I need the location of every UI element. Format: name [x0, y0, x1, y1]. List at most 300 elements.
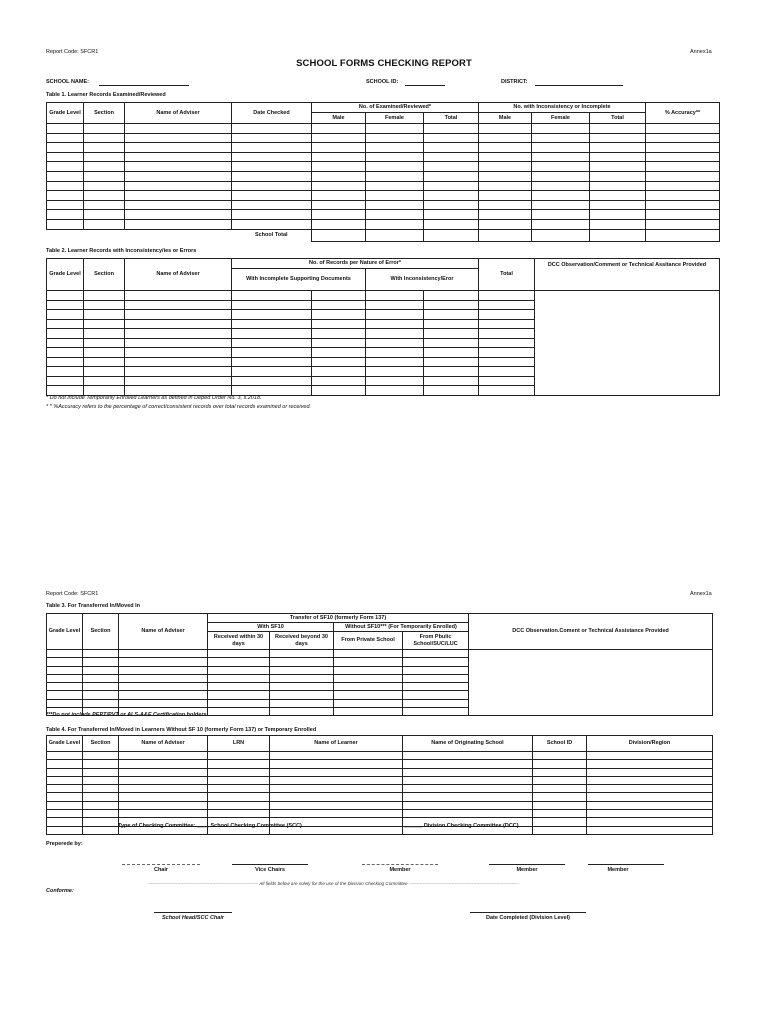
- table-cell[interactable]: [84, 376, 125, 386]
- table-cell[interactable]: [47, 826, 83, 834]
- table-cell[interactable]: [590, 133, 646, 143]
- table-cell[interactable]: [270, 776, 403, 784]
- table-cell[interactable]: [533, 785, 587, 793]
- table-cell[interactable]: [125, 348, 232, 358]
- t1-total-cell[interactable]: [424, 229, 479, 241]
- table-cell[interactable]: [232, 367, 312, 377]
- table-cell[interactable]: [47, 785, 83, 793]
- table-cell[interactable]: [366, 181, 424, 191]
- table-cell[interactable]: [334, 691, 403, 699]
- table-cell[interactable]: [232, 376, 312, 386]
- table-cell[interactable]: [424, 300, 479, 310]
- table-cell[interactable]: [47, 666, 83, 674]
- table-cell[interactable]: [83, 793, 119, 801]
- table-cell[interactable]: [208, 801, 270, 809]
- table-cell[interactable]: [403, 666, 469, 674]
- table-cell[interactable]: [587, 826, 713, 834]
- table-cell[interactable]: [84, 200, 125, 210]
- table-cell[interactable]: [533, 793, 587, 801]
- table-cell[interactable]: [208, 708, 270, 716]
- table-cell[interactable]: [366, 329, 424, 339]
- table-cell[interactable]: [424, 319, 479, 329]
- table-cell[interactable]: [479, 162, 532, 172]
- table-cell[interactable]: [208, 683, 270, 691]
- table-cell[interactable]: [424, 133, 479, 143]
- table-cell[interactable]: [312, 171, 366, 181]
- table-cell[interactable]: [366, 133, 424, 143]
- table-cell[interactable]: [119, 674, 208, 682]
- date-completed-line[interactable]: [470, 912, 586, 913]
- table-cell[interactable]: [83, 752, 119, 760]
- table-cell[interactable]: [125, 300, 232, 310]
- table-cell[interactable]: [125, 191, 232, 201]
- table-cell[interactable]: [47, 810, 83, 818]
- table-cell[interactable]: [47, 768, 83, 776]
- table-cell[interactable]: [334, 658, 403, 666]
- t1-total-cell[interactable]: [312, 229, 366, 241]
- table-cell[interactable]: [312, 357, 366, 367]
- table-cell[interactable]: [312, 143, 366, 153]
- table-cell[interactable]: [208, 674, 270, 682]
- school-name-field[interactable]: [99, 85, 189, 86]
- table-cell[interactable]: [366, 200, 424, 210]
- table-cell[interactable]: [125, 291, 232, 301]
- table-cell[interactable]: [47, 376, 84, 386]
- table-cell[interactable]: [403, 810, 533, 818]
- table-cell[interactable]: [47, 691, 83, 699]
- table-cell[interactable]: [47, 348, 84, 358]
- member3-signature-line[interactable]: [588, 864, 664, 865]
- table-cell[interactable]: [47, 674, 83, 682]
- table-cell[interactable]: [532, 162, 590, 172]
- table-cell[interactable]: [532, 191, 590, 201]
- table-cell[interactable]: [47, 171, 84, 181]
- table-cell[interactable]: [83, 801, 119, 809]
- table-cell[interactable]: [125, 367, 232, 377]
- table-cell[interactable]: [84, 300, 125, 310]
- table-cell[interactable]: [587, 818, 713, 826]
- table-cell[interactable]: [403, 776, 533, 784]
- table-cell[interactable]: [479, 191, 532, 201]
- table-cell[interactable]: [232, 338, 312, 348]
- table-cell[interactable]: [47, 133, 84, 143]
- table-cell[interactable]: [47, 683, 83, 691]
- table-cell[interactable]: [312, 310, 366, 320]
- table-cell[interactable]: [270, 666, 334, 674]
- table-cell[interactable]: [533, 818, 587, 826]
- table-cell[interactable]: [646, 210, 720, 220]
- table-cell[interactable]: [84, 329, 125, 339]
- table-cell[interactable]: [479, 376, 535, 386]
- table-cell[interactable]: [83, 658, 119, 666]
- table-cell[interactable]: [208, 776, 270, 784]
- table-cell[interactable]: [125, 319, 232, 329]
- table-cell[interactable]: [232, 357, 312, 367]
- table-cell[interactable]: [47, 793, 83, 801]
- table-cell[interactable]: [84, 338, 125, 348]
- table-cell[interactable]: [424, 143, 479, 153]
- table-cell[interactable]: [119, 776, 208, 784]
- table-cell[interactable]: [403, 691, 469, 699]
- table-cell[interactable]: [532, 124, 590, 134]
- table-cell[interactable]: [312, 152, 366, 162]
- table-cell[interactable]: [424, 124, 479, 134]
- table-cell[interactable]: [403, 760, 533, 768]
- vice-chair-signature-line[interactable]: [232, 864, 308, 865]
- table-cell[interactable]: [232, 191, 312, 201]
- table-cell[interactable]: [366, 152, 424, 162]
- table-cell[interactable]: [403, 683, 469, 691]
- table-cell[interactable]: [270, 658, 334, 666]
- table-cell[interactable]: [403, 801, 533, 809]
- table-cell[interactable]: [208, 691, 270, 699]
- table-cell[interactable]: [587, 776, 713, 784]
- table-cell[interactable]: [532, 152, 590, 162]
- table-cell[interactable]: [403, 768, 533, 776]
- table-cell[interactable]: [270, 810, 403, 818]
- table-cell[interactable]: [232, 152, 312, 162]
- table-cell[interactable]: [334, 683, 403, 691]
- table-cell[interactable]: [125, 329, 232, 339]
- table-cell[interactable]: [119, 793, 208, 801]
- table-cell[interactable]: [232, 329, 312, 339]
- table-cell[interactable]: [590, 152, 646, 162]
- table-cell[interactable]: [366, 300, 424, 310]
- table-cell[interactable]: [424, 152, 479, 162]
- dcc-observation-cell[interactable]: [535, 291, 720, 396]
- table-cell[interactable]: [403, 674, 469, 682]
- table-cell[interactable]: [587, 752, 713, 760]
- table-cell[interactable]: [533, 768, 587, 776]
- table-cell[interactable]: [334, 674, 403, 682]
- table-cell[interactable]: [533, 810, 587, 818]
- table-cell[interactable]: [590, 210, 646, 220]
- table-cell[interactable]: [479, 367, 535, 377]
- table-cell[interactable]: [366, 367, 424, 377]
- table-cell[interactable]: [646, 124, 720, 134]
- table-cell[interactable]: [125, 357, 232, 367]
- table-cell[interactable]: [47, 658, 83, 666]
- table-cell[interactable]: [208, 760, 270, 768]
- table-cell[interactable]: [47, 357, 84, 367]
- table-cell[interactable]: [590, 181, 646, 191]
- table-cell[interactable]: [270, 752, 403, 760]
- table-cell[interactable]: [646, 152, 720, 162]
- table-cell[interactable]: [479, 181, 532, 191]
- table-cell[interactable]: [587, 760, 713, 768]
- table-cell[interactable]: [590, 191, 646, 201]
- table-cell[interactable]: [84, 181, 125, 191]
- table-cell[interactable]: [646, 181, 720, 191]
- table-cell[interactable]: [590, 219, 646, 229]
- table-cell[interactable]: [590, 162, 646, 172]
- table-cell[interactable]: [312, 300, 366, 310]
- table-cell[interactable]: [590, 143, 646, 153]
- table-cell[interactable]: [403, 793, 533, 801]
- table-cell[interactable]: [312, 376, 366, 386]
- table-cell[interactable]: [587, 768, 713, 776]
- table-cell[interactable]: [84, 152, 125, 162]
- dcc-observation-cell[interactable]: [469, 650, 713, 716]
- table-cell[interactable]: [119, 760, 208, 768]
- table-cell[interactable]: [84, 348, 125, 358]
- table-cell[interactable]: [119, 683, 208, 691]
- table-cell[interactable]: [312, 181, 366, 191]
- table-cell[interactable]: [424, 291, 479, 301]
- table-cell[interactable]: [533, 760, 587, 768]
- table-cell[interactable]: [403, 708, 469, 716]
- table-cell[interactable]: [479, 152, 532, 162]
- table-cell[interactable]: [312, 210, 366, 220]
- table-cell[interactable]: [646, 171, 720, 181]
- table-cell[interactable]: [479, 319, 535, 329]
- table-cell[interactable]: [47, 143, 84, 153]
- table-cell[interactable]: [84, 386, 125, 396]
- table-cell[interactable]: [424, 338, 479, 348]
- table-cell[interactable]: [208, 658, 270, 666]
- table-cell[interactable]: [479, 210, 532, 220]
- table-cell[interactable]: [232, 171, 312, 181]
- table-cell[interactable]: [646, 219, 720, 229]
- table-cell[interactable]: [424, 162, 479, 172]
- table-cell[interactable]: [366, 386, 424, 396]
- table-cell[interactable]: [424, 171, 479, 181]
- table-cell[interactable]: [83, 776, 119, 784]
- table-cell[interactable]: [587, 810, 713, 818]
- table-cell[interactable]: [312, 200, 366, 210]
- t1-total-cell[interactable]: [590, 229, 646, 241]
- district-field[interactable]: [535, 85, 623, 86]
- table-cell[interactable]: [47, 310, 84, 320]
- table-cell[interactable]: [270, 650, 334, 658]
- table-cell[interactable]: [125, 376, 232, 386]
- table-cell[interactable]: [403, 752, 533, 760]
- table-cell[interactable]: [47, 752, 83, 760]
- table-cell[interactable]: [587, 785, 713, 793]
- table-cell[interactable]: [47, 162, 84, 172]
- table-cell[interactable]: [47, 319, 84, 329]
- table-cell[interactable]: [208, 810, 270, 818]
- table-cell[interactable]: [119, 752, 208, 760]
- table-cell[interactable]: [533, 776, 587, 784]
- table-cell[interactable]: [47, 776, 83, 784]
- table-cell[interactable]: [47, 329, 84, 339]
- table-cell[interactable]: [83, 826, 119, 834]
- table-cell[interactable]: [125, 386, 232, 396]
- table-cell[interactable]: [47, 650, 83, 658]
- table-cell[interactable]: [232, 181, 312, 191]
- table-cell[interactable]: [532, 219, 590, 229]
- table-cell[interactable]: [119, 650, 208, 658]
- table-cell[interactable]: [208, 793, 270, 801]
- table-cell[interactable]: [312, 124, 366, 134]
- table-cell[interactable]: [83, 768, 119, 776]
- table-cell[interactable]: [646, 143, 720, 153]
- table-cell[interactable]: [532, 143, 590, 153]
- table-cell[interactable]: [479, 124, 532, 134]
- t1-total-cell[interactable]: [479, 229, 532, 241]
- table-cell[interactable]: [47, 124, 84, 134]
- table-cell[interactable]: [270, 691, 334, 699]
- table-cell[interactable]: [125, 152, 232, 162]
- table-cell[interactable]: [232, 291, 312, 301]
- table-cell[interactable]: [366, 191, 424, 201]
- table-cell[interactable]: [312, 329, 366, 339]
- table-cell[interactable]: [366, 376, 424, 386]
- table-cell[interactable]: [84, 124, 125, 134]
- table-cell[interactable]: [47, 818, 83, 826]
- school-head-signature-line[interactable]: [154, 912, 232, 913]
- table-cell[interactable]: [47, 801, 83, 809]
- table-cell[interactable]: [83, 674, 119, 682]
- table-cell[interactable]: [424, 200, 479, 210]
- table-cell[interactable]: [312, 319, 366, 329]
- table-cell[interactable]: [532, 171, 590, 181]
- table-cell[interactable]: [479, 348, 535, 358]
- table-cell[interactable]: [125, 310, 232, 320]
- table-cell[interactable]: [479, 219, 532, 229]
- table-cell[interactable]: [208, 666, 270, 674]
- table-cell[interactable]: [119, 691, 208, 699]
- table-cell[interactable]: [479, 386, 535, 396]
- table-cell[interactable]: [403, 699, 469, 707]
- table-cell[interactable]: [47, 300, 84, 310]
- table-cell[interactable]: [334, 699, 403, 707]
- table-cell[interactable]: [366, 210, 424, 220]
- table-cell[interactable]: [590, 171, 646, 181]
- t1-total-cell[interactable]: [366, 229, 424, 241]
- table-cell[interactable]: [479, 171, 532, 181]
- table-cell[interactable]: [312, 338, 366, 348]
- table-cell[interactable]: [125, 338, 232, 348]
- table-cell[interactable]: [232, 319, 312, 329]
- table-cell[interactable]: [47, 219, 84, 229]
- table-cell[interactable]: [424, 181, 479, 191]
- table-cell[interactable]: [590, 200, 646, 210]
- table-cell[interactable]: [646, 133, 720, 143]
- table-cell[interactable]: [125, 162, 232, 172]
- table-cell[interactable]: [47, 699, 83, 707]
- table-cell[interactable]: [403, 785, 533, 793]
- table-cell[interactable]: [646, 162, 720, 172]
- table-cell[interactable]: [479, 133, 532, 143]
- table-cell[interactable]: [208, 785, 270, 793]
- table-cell[interactable]: [232, 133, 312, 143]
- table-cell[interactable]: [270, 683, 334, 691]
- table-cell[interactable]: [84, 219, 125, 229]
- table-cell[interactable]: [479, 310, 535, 320]
- table-cell[interactable]: [83, 760, 119, 768]
- table-cell[interactable]: [312, 162, 366, 172]
- table-cell[interactable]: [366, 124, 424, 134]
- table-cell[interactable]: [479, 329, 535, 339]
- table-cell[interactable]: [47, 210, 84, 220]
- table-cell[interactable]: [84, 367, 125, 377]
- table-cell[interactable]: [424, 219, 479, 229]
- table-cell[interactable]: [533, 826, 587, 834]
- table-cell[interactable]: [83, 683, 119, 691]
- table-cell[interactable]: [532, 133, 590, 143]
- school-id-field[interactable]: [405, 85, 445, 86]
- table-cell[interactable]: [270, 793, 403, 801]
- table-cell[interactable]: [125, 124, 232, 134]
- table-cell[interactable]: [119, 810, 208, 818]
- table-cell[interactable]: [532, 200, 590, 210]
- table-cell[interactable]: [334, 708, 403, 716]
- table-cell[interactable]: [208, 752, 270, 760]
- table-cell[interactable]: [232, 124, 312, 134]
- table-cell[interactable]: [84, 162, 125, 172]
- table-cell[interactable]: [83, 785, 119, 793]
- t1-total-cell[interactable]: [532, 229, 590, 241]
- table-cell[interactable]: [479, 338, 535, 348]
- table-cell[interactable]: [84, 171, 125, 181]
- table-cell[interactable]: [47, 200, 84, 210]
- table-cell[interactable]: [84, 291, 125, 301]
- table-cell[interactable]: [366, 291, 424, 301]
- table-cell[interactable]: [590, 124, 646, 134]
- table-cell[interactable]: [125, 143, 232, 153]
- table-cell[interactable]: [125, 171, 232, 181]
- table-cell[interactable]: [47, 181, 84, 191]
- table-cell[interactable]: [47, 191, 84, 201]
- table-cell[interactable]: [83, 666, 119, 674]
- table-cell[interactable]: [424, 357, 479, 367]
- table-cell[interactable]: [646, 191, 720, 201]
- table-cell[interactable]: [84, 191, 125, 201]
- table-cell[interactable]: [125, 219, 232, 229]
- table-cell[interactable]: [270, 674, 334, 682]
- table-cell[interactable]: [232, 386, 312, 396]
- table-cell[interactable]: [232, 200, 312, 210]
- table-cell[interactable]: [232, 310, 312, 320]
- table-cell[interactable]: [84, 357, 125, 367]
- table-cell[interactable]: [84, 319, 125, 329]
- table-cell[interactable]: [366, 310, 424, 320]
- table-cell[interactable]: [232, 210, 312, 220]
- table-cell[interactable]: [312, 133, 366, 143]
- table-cell[interactable]: [366, 162, 424, 172]
- table-cell[interactable]: [646, 200, 720, 210]
- chair-signature-line[interactable]: [122, 864, 200, 865]
- table-cell[interactable]: [424, 386, 479, 396]
- table-cell[interactable]: [312, 367, 366, 377]
- table-cell[interactable]: [312, 291, 366, 301]
- table-cell[interactable]: [84, 310, 125, 320]
- table-cell[interactable]: [208, 699, 270, 707]
- table-cell[interactable]: [424, 348, 479, 358]
- table-cell[interactable]: [83, 691, 119, 699]
- table-cell[interactable]: [366, 338, 424, 348]
- table-cell[interactable]: [232, 300, 312, 310]
- table-cell[interactable]: [119, 699, 208, 707]
- table-cell[interactable]: [366, 319, 424, 329]
- table-cell[interactable]: [208, 650, 270, 658]
- table-cell[interactable]: [83, 810, 119, 818]
- table-cell[interactable]: [424, 329, 479, 339]
- table-cell[interactable]: [270, 699, 334, 707]
- table-cell[interactable]: [533, 752, 587, 760]
- table-cell[interactable]: [125, 181, 232, 191]
- table-cell[interactable]: [47, 338, 84, 348]
- table-cell[interactable]: [366, 348, 424, 358]
- table-cell[interactable]: [587, 793, 713, 801]
- table-cell[interactable]: [312, 386, 366, 396]
- table-cell[interactable]: [47, 367, 84, 377]
- table-cell[interactable]: [232, 348, 312, 358]
- member1-signature-line[interactable]: [362, 864, 438, 865]
- table-cell[interactable]: [125, 200, 232, 210]
